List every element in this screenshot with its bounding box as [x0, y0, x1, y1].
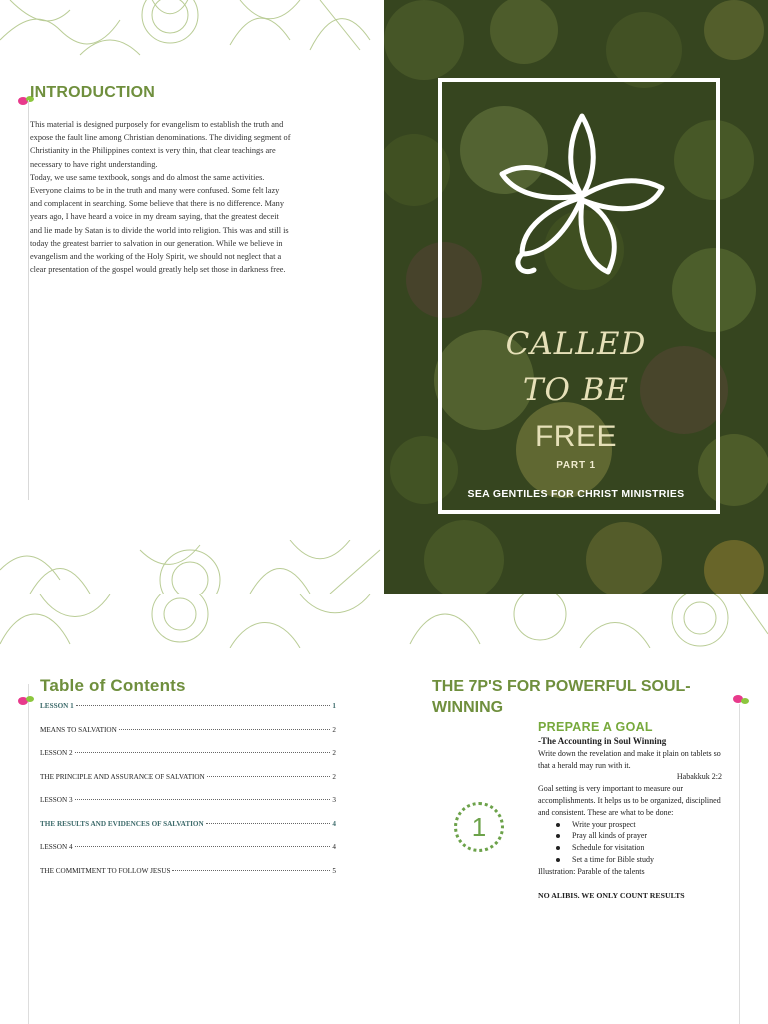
- toc-entry-label: MEANS TO SALVATION: [40, 725, 117, 734]
- toc-leader-dots: [119, 729, 331, 730]
- cover-title-line-3: FREE: [534, 420, 617, 453]
- introduction-paragraph: This material is designed purposely for evangelism to establish the truth and expose the fault line among Christian denominations. The dividing segment of Christianity in the Philippines context is very thin, that clear teachings are necessary to have right understanding.: [30, 120, 291, 169]
- toc-entry-page: 1: [332, 702, 336, 710]
- bible-verse-reference: Habakkuk 2:2: [676, 772, 722, 782]
- toc-entry-page: 2: [332, 725, 336, 734]
- action-list: [538, 819, 728, 866]
- introduction-page: [0, 0, 384, 594]
- pink-leaf-bullet-icon: [17, 694, 35, 708]
- toc-leader-dots: [75, 846, 331, 847]
- bottom-spread-page: [0, 594, 768, 1024]
- step-subheading: -The Accounting in Soul Winning: [538, 736, 667, 746]
- plumeria-flower-icon: [482, 104, 682, 294]
- toc-entry-label: LESSON 2: [40, 749, 73, 757]
- toc-entry-label: THE RESULTS AND EVIDENCES OF SALVATION: [40, 819, 204, 828]
- toc-entry-label: THE COMMITMENT TO FOLLOW JESUS: [40, 866, 171, 875]
- bible-verse: Write down the revelation and make it plain on tablets so that a herald may run with it.: [538, 748, 721, 770]
- toc-leader-dots: [206, 823, 331, 824]
- action-list-item: Schedule for visitation: [556, 842, 728, 854]
- margin-rule: [28, 684, 29, 1024]
- toc-entry-page: 5: [332, 866, 336, 875]
- toc-leader-dots: [75, 752, 331, 753]
- cover-page: [384, 0, 768, 594]
- toc-entry-page: 4: [332, 819, 336, 828]
- toc-entry-label: LESSON 3: [40, 796, 73, 804]
- toc-entry[interactable]: [40, 843, 336, 867]
- toc-entry[interactable]: [40, 796, 336, 820]
- toc-leader-dots: [76, 705, 331, 706]
- action-list-item: Pray all kinds of prayer: [556, 830, 728, 842]
- margin-rule: [739, 704, 740, 1024]
- introduction-body: [30, 118, 292, 276]
- floral-border-bottom-decoration: [0, 540, 384, 594]
- floral-border-top-decoration: [0, 594, 768, 648]
- toc-entry[interactable]: [40, 749, 336, 773]
- toc-entry[interactable]: [40, 726, 336, 750]
- introduction-heading: INTRODUCTION: [30, 84, 156, 101]
- closing-statement: NO ALIBIS. WE ONLY COUNT RESULTS: [538, 890, 685, 900]
- toc-entry[interactable]: [40, 702, 336, 726]
- step-number-badge: 1: [454, 802, 504, 852]
- table-of-contents-heading: Table of Contents: [40, 676, 186, 695]
- toc-entry-label: LESSON 1: [40, 702, 74, 710]
- seven-ps-heading: THE 7P'S FOR POWERFUL SOUL-WINNING: [432, 678, 691, 716]
- toc-entry[interactable]: [40, 867, 336, 891]
- toc-leader-dots: [172, 870, 330, 871]
- toc-entry-page: 2: [332, 772, 336, 781]
- margin-rule: [28, 100, 29, 500]
- cover-title-line-2: TO BE: [522, 372, 630, 408]
- toc-entry-page: 3: [332, 796, 336, 804]
- step-paragraph: Goal setting is very important to measure our accomplishments. It helps us to be organized, disciplined: [538, 784, 721, 805]
- action-list-item: Set a time for Bible study: [556, 854, 728, 866]
- toc-entry-label: LESSON 4: [40, 843, 73, 851]
- toc-entry-page: 4: [332, 843, 336, 851]
- pink-leaf-bullet-icon: [732, 692, 750, 706]
- step-heading: PREPARE A GOAL: [538, 720, 653, 734]
- step-paragraph: and consistent. These are what to be done:: [538, 807, 674, 817]
- toc-leader-dots: [75, 799, 331, 800]
- toc-entry[interactable]: [40, 773, 336, 797]
- floral-border-top-decoration: [0, 0, 384, 60]
- cover-title-line-1: CALLED: [505, 326, 647, 362]
- table-of-contents-list: [40, 702, 336, 890]
- toc-entry-label: THE PRINCIPLE AND ASSURANCE OF SALVATION: [40, 772, 205, 781]
- step-body: [538, 736, 728, 901]
- action-list-item: Write your prospect: [556, 819, 728, 831]
- illustration-note: Illustration: Parable of the talents: [538, 866, 645, 876]
- toc-entry[interactable]: [40, 820, 336, 844]
- cover-ministry-name: SEA GENTILES FOR CHRIST MINISTRIES: [467, 488, 685, 500]
- toc-entry-page: 2: [332, 749, 336, 757]
- cover-part-label: PART 1: [556, 460, 596, 471]
- introduction-paragraph: Today, we use same textbook, songs and do almost the same activities. Everyone claims to be in the truth and many were confused. Some felt lazy and complacent in searching. Some believe that there is no difference. Many years ago, I have heard a voice in my dream saying, that the greatest deceit and lie made by Satan is to divide the world into religion. This was and still is today the greatest barrier to salvation in our generation. While we believe in evangelism and the working of the Holy Spirit, we should not neglect that a clear presentation of the gospel would greatly help set those in darkness free.: [30, 172, 289, 275]
- toc-leader-dots: [207, 776, 331, 777]
